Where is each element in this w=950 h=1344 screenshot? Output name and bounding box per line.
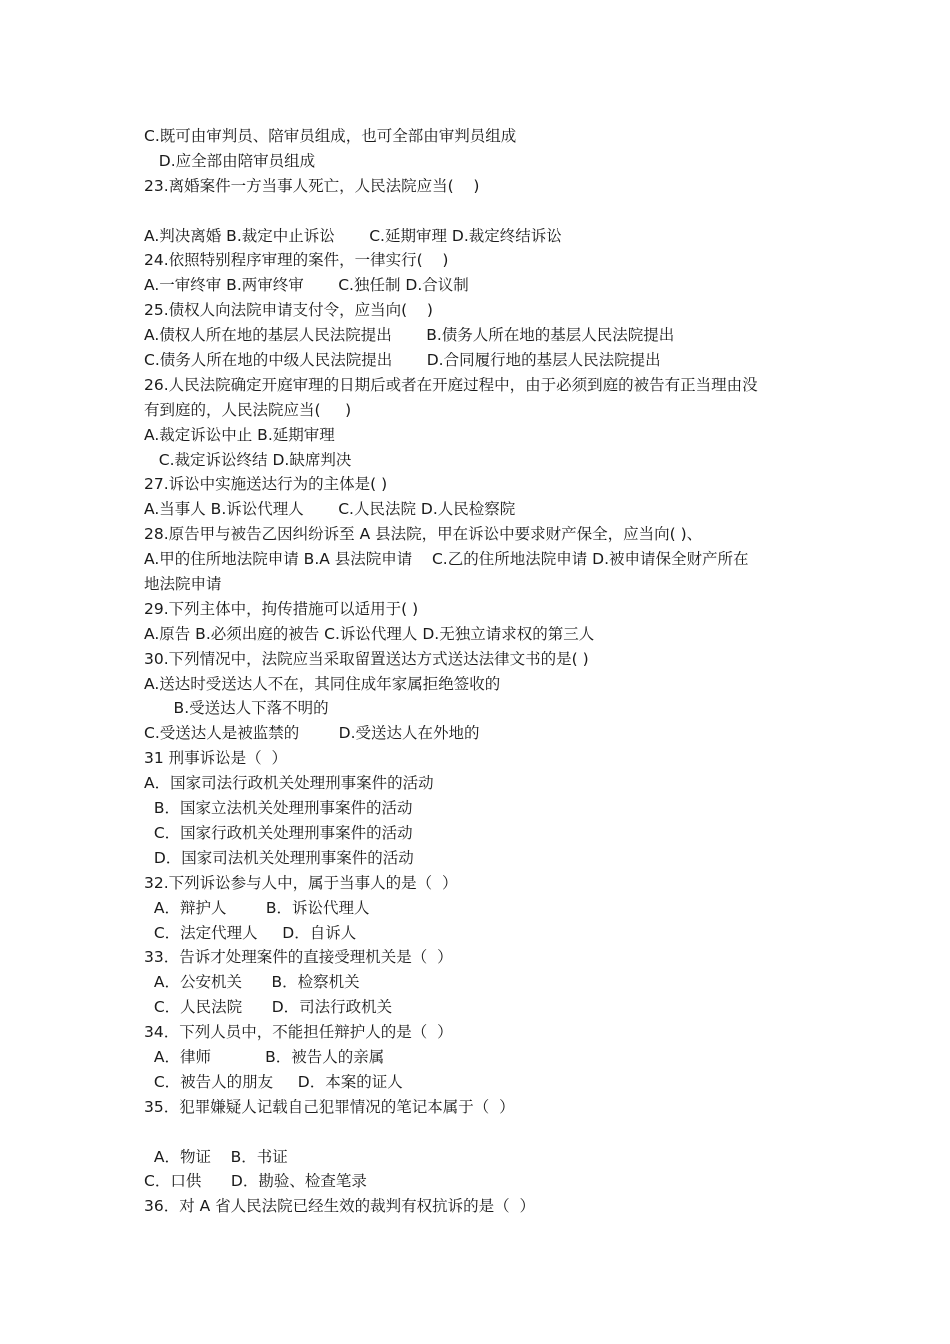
option-line: A.判决离婚 B.裁定中止诉讼 C.延期审理 D.裁定终结诉讼 xyxy=(144,226,562,245)
option-line: C．人民法院 D．司法行政机关 xyxy=(144,998,393,1017)
option-line-cont: 地法院申请 xyxy=(144,575,222,594)
option-line: A．辩护人 B．诉讼代理人 xyxy=(144,898,370,917)
option-line: C.既可由审判员、陪审员组成，也可全部由审判员组成 xyxy=(144,127,517,145)
option-line: D.应全部由陪审员组成 xyxy=(144,151,316,170)
question-35: 35．犯罪嫌疑人记载自己犯罪情况的笔记本属于（ ） xyxy=(144,1097,515,1116)
question-25: 25.债权人向法院申请支付令，应当向( ) xyxy=(144,301,433,320)
option-line: A．公安机关 B．检察机关 xyxy=(144,973,360,992)
option-line: A．物证 B．书证 xyxy=(144,1147,288,1166)
option-line: A.原告 B.必须出庭的被告 C.诉讼代理人 D.无独立请求权的第三人 xyxy=(144,624,595,643)
option-line: C．口供 D．勘验、检查笔录 xyxy=(144,1172,367,1191)
question-33: 33．告诉才处理案件的直接受理机关是（ ） xyxy=(144,948,453,967)
question-36: 36．对 A 省人民法院已经生效的裁判有权抗诉的是（ ） xyxy=(144,1197,536,1216)
option-line: A.债权人所在地的基层人民法院提出 B.债务人所在地的基层人民法院提出 xyxy=(144,326,675,345)
question-29: 29.下列主体中，拘传措施可以适用于( ) xyxy=(144,599,419,618)
option-line: A.甲的住所地法院申请 B.A 县法院申请 C.乙的住所地法院申请 D.被申请保全财产所在 xyxy=(144,550,749,569)
option-line: A.一审终审 B.两审终审 C.独任制 D.合议制 xyxy=(144,276,469,295)
blank-line xyxy=(144,199,824,224)
question-26-cont: 有到庭的，人民法院应当( ) xyxy=(144,400,352,419)
question-28: 28.原告甲与被告乙因纠纷诉至 A 县法院，甲在诉讼中要求财产保全，应当向( )、 xyxy=(144,525,703,544)
option-line: D．国家司法机关处理刑事案件的活动 xyxy=(144,848,414,867)
option-line: C.受送达人是被监禁的 D.受送达人在外地的 xyxy=(144,724,480,743)
option-line: A.裁定诉讼中止 B.延期审理 xyxy=(144,425,335,444)
option-line: C．法定代理人 D．自诉人 xyxy=(144,923,357,942)
document-body xyxy=(144,124,824,1219)
option-line: A.送达时受送达人不在，其同住成年家属拒绝签收的 xyxy=(144,674,501,693)
option-line: B.受送达人下落不明的 xyxy=(144,699,329,718)
option-line: C.裁定诉讼终结 D.缺席判决 xyxy=(144,450,352,469)
question-31: 31 刑事诉讼是（ ） xyxy=(144,749,288,768)
question-34: 34．下列人员中，不能担任辩护人的是（ ） xyxy=(144,1023,453,1042)
option-line: C．国家行政机关处理刑事案件的活动 xyxy=(144,823,413,842)
blank-line xyxy=(144,1120,824,1145)
option-line: A．律师 B．被告人的亲属 xyxy=(144,1047,385,1066)
option-line: B．国家立法机关处理刑事案件的活动 xyxy=(144,799,413,818)
question-27: 27.诉讼中实施送达行为的主体是( ) xyxy=(144,475,388,494)
question-26: 26.人民法院确定开庭审理的日期后或者在开庭过程中，由于必须到庭的被告有正当理由没 xyxy=(144,375,758,394)
option-line: C．被告人的朋友 D．本案的证人 xyxy=(144,1072,403,1091)
option-line: C.债务人所在地的中级人民法院提出 D.合同履行地的基层人民法院提出 xyxy=(144,351,661,370)
question-30: 30.下列情况中，法院应当采取留置送达方式送达法律文书的是( ) xyxy=(144,649,589,668)
question-23: 23.离婚案件一方当事人死亡，人民法院应当( ) xyxy=(144,176,480,195)
question-32: 32.下列诉讼参与人中，属于当事人的是（ ） xyxy=(144,873,458,892)
option-line: A．国家司法行政机关处理刑事案件的活动 xyxy=(144,774,434,793)
option-line: A.当事人 B.诉讼代理人 C.人民法院 D.人民检察院 xyxy=(144,500,516,519)
question-24: 24.依照特别程序审理的案件，一律实行( ) xyxy=(144,251,449,270)
